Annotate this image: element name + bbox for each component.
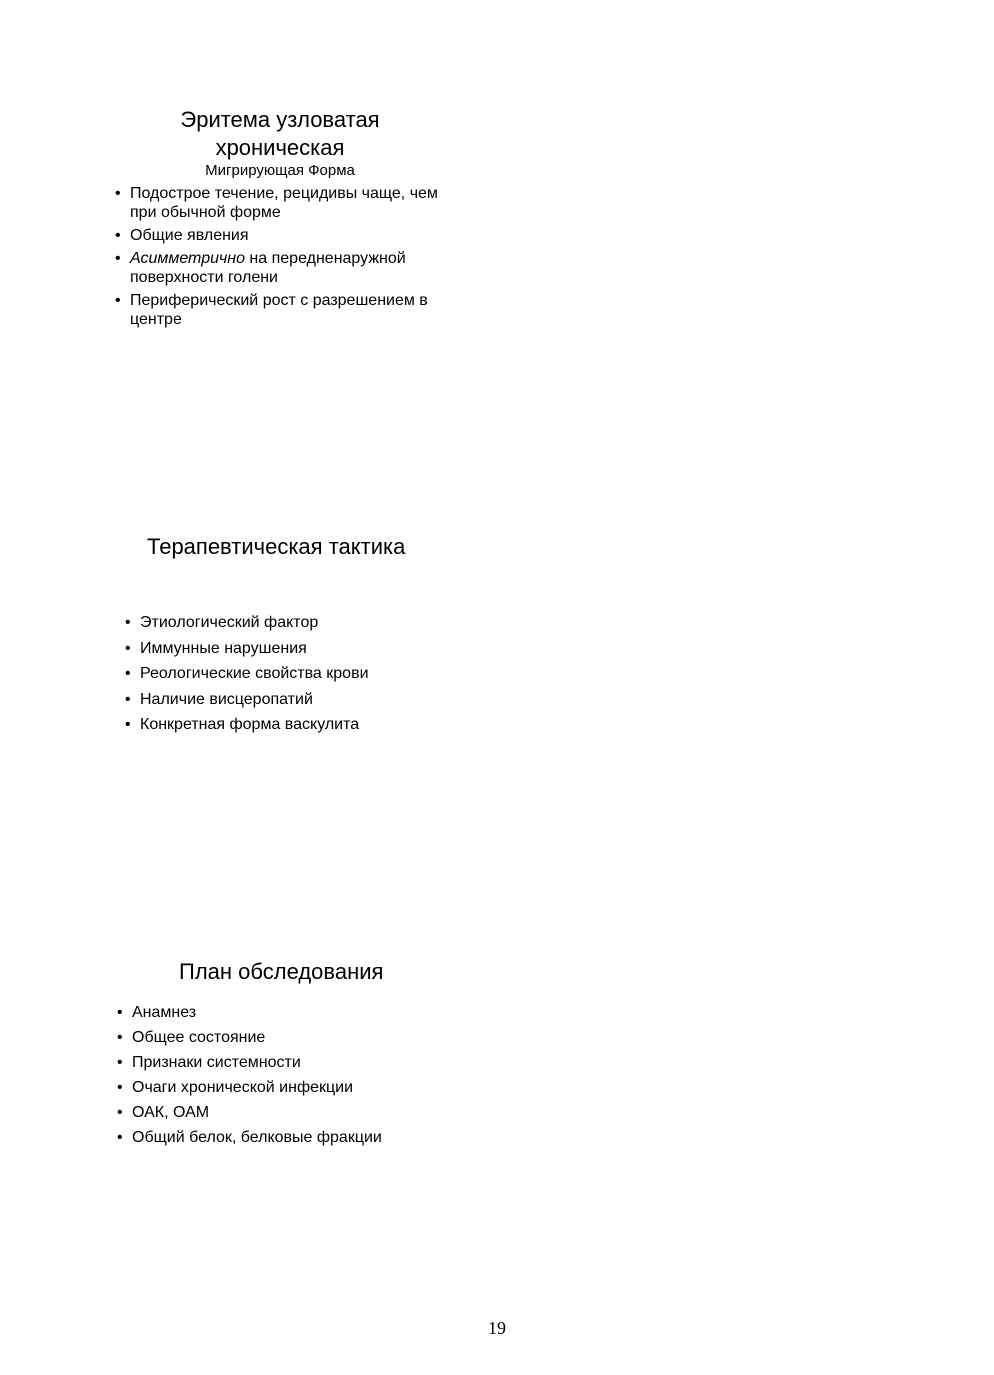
bullet-icon: • bbox=[125, 690, 131, 708]
bullet-icon: • bbox=[125, 716, 131, 733]
title-line-2: хроническая bbox=[215, 135, 345, 160]
slide-therapy-tactics bbox=[125, 533, 525, 741]
bullet-icon: • bbox=[117, 1004, 123, 1021]
list-item: • ОАК, ОАМ bbox=[117, 1104, 210, 1121]
slide-examination-plan bbox=[117, 958, 517, 1153]
list-item: • Асимметрично на передненаружной поверхности голени bbox=[115, 250, 406, 286]
bullet-list bbox=[115, 184, 465, 329]
bullet-icon: • bbox=[117, 1129, 123, 1146]
list-item: • Признаки системности bbox=[117, 1054, 301, 1071]
bullet-icon: • bbox=[125, 639, 131, 657]
list-item: • Общее состояние bbox=[117, 1029, 266, 1046]
slide-title bbox=[115, 106, 445, 162]
bullet-icon: • bbox=[125, 614, 131, 631]
page-number: 19 bbox=[488, 1318, 506, 1338]
bullet-list bbox=[117, 1003, 517, 1147]
list-item: • Очаги хронической инфекции bbox=[117, 1079, 354, 1096]
bullet-icon: • bbox=[115, 227, 121, 244]
slide-erythema-nodosum bbox=[115, 106, 465, 333]
bullet-icon: • bbox=[115, 250, 121, 267]
bullet-icon: • bbox=[117, 1029, 123, 1046]
list-item: • Подострое течение, рецидивы чаще, чем при обычной форме bbox=[115, 185, 438, 221]
bullet-icon: • bbox=[125, 665, 131, 682]
bullet-list bbox=[125, 613, 525, 734]
bullet-icon: • bbox=[117, 1104, 123, 1121]
list-item: • Общие явления bbox=[115, 227, 249, 244]
slide-title: План обследования bbox=[179, 959, 384, 984]
list-item: • Анамнез bbox=[117, 1004, 197, 1021]
list-item: • Периферический рост с разрешением в центре bbox=[115, 292, 428, 328]
list-item: • Общий белок, белковые фракции bbox=[117, 1129, 382, 1146]
bullet-icon: • bbox=[115, 292, 121, 309]
list-item: • Наличие висцеропатий bbox=[125, 690, 313, 708]
bullet-icon: • bbox=[117, 1054, 123, 1071]
bullet-icon: • bbox=[117, 1079, 123, 1096]
slide-title: Терапевтическая тактика bbox=[147, 534, 406, 559]
list-item: • Иммунные нарушения bbox=[125, 639, 307, 657]
bullet-icon: • bbox=[115, 185, 121, 202]
list-item: • Этиологический фактор bbox=[125, 614, 319, 631]
title-line-1: Эритема узловатая bbox=[180, 107, 380, 132]
slide-subtitle: Мигрирующая Форма bbox=[205, 162, 355, 179]
list-item: • Реологические свойства крови bbox=[125, 665, 369, 682]
list-item: • Конкретная форма васкулита bbox=[125, 716, 360, 733]
